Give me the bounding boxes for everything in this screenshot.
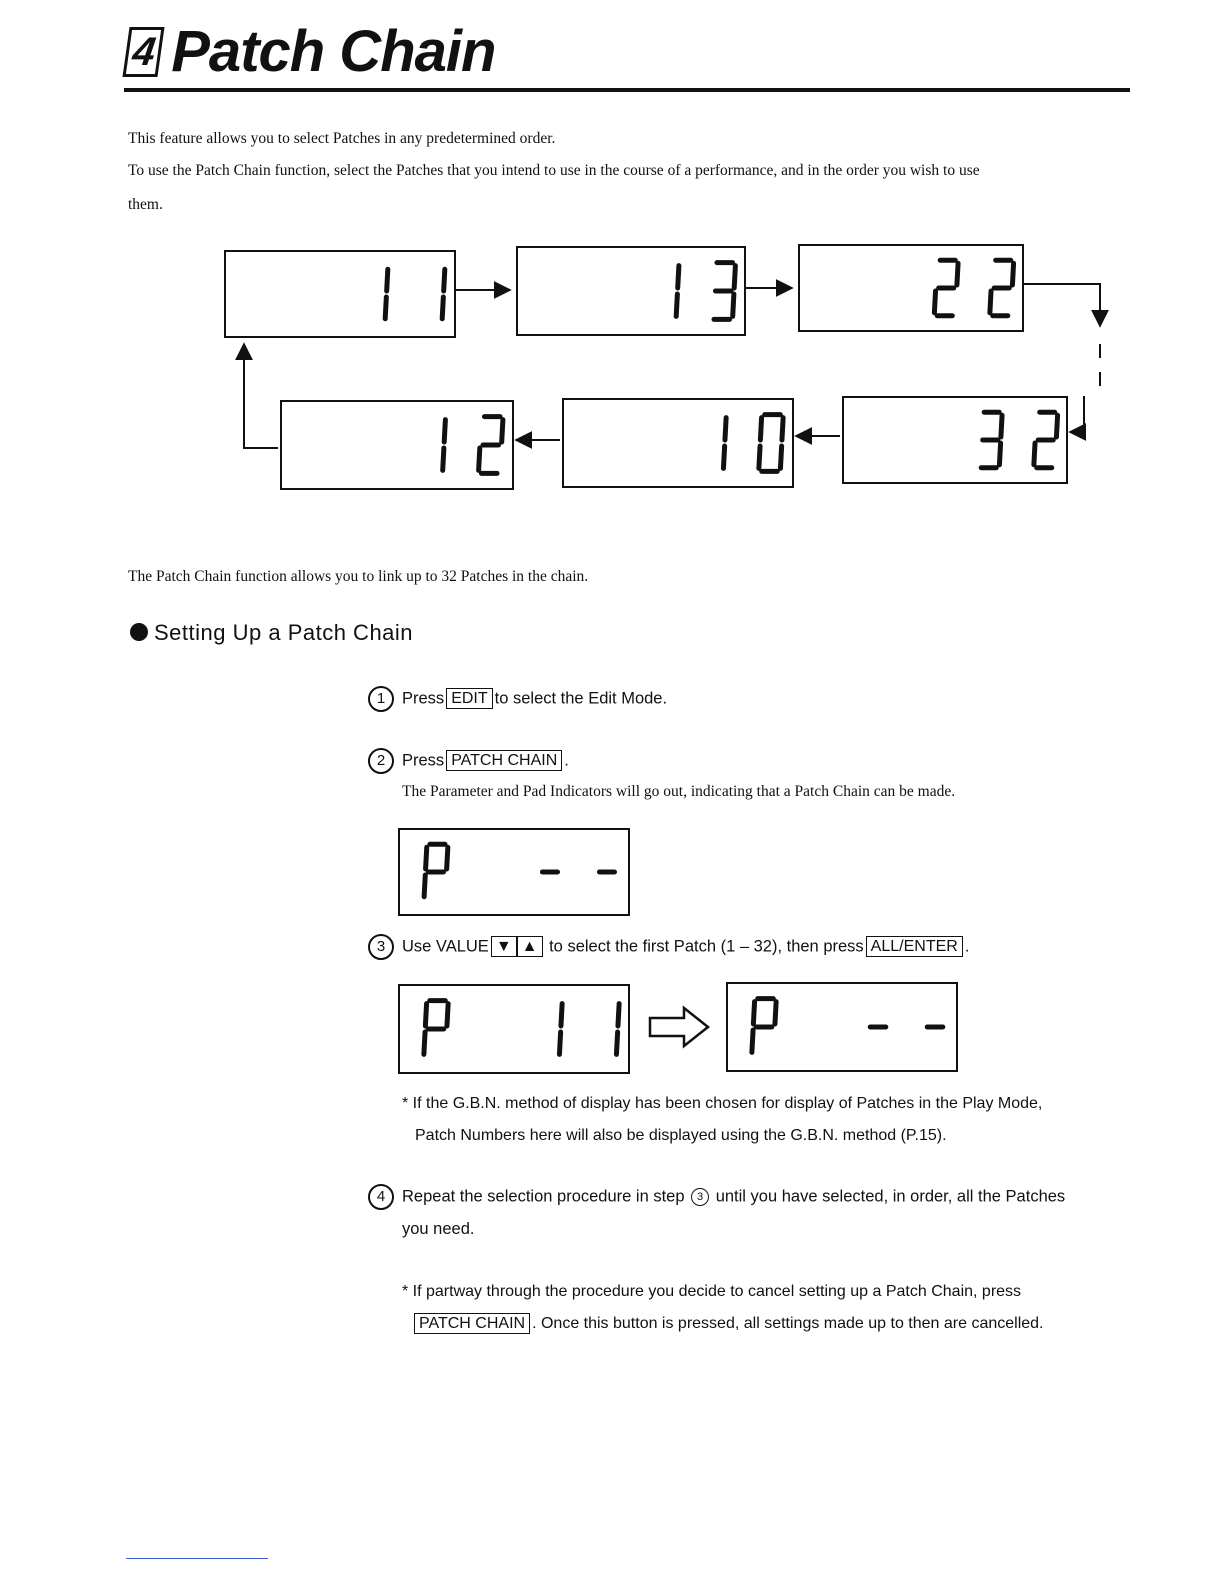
step-3-number-icon: 3: [368, 934, 394, 960]
intro-line-1: This feature allows you to select Patches in any predetermined order.: [128, 130, 556, 147]
lcd-segment-e: [424, 1032, 425, 1054]
chain-limit-text: The Patch Chain function allows you to link up to 32 Patches in the chain.: [128, 568, 589, 585]
section-heading-text: Setting Up a Patch Chain: [154, 620, 414, 645]
step-2-display-digits: [400, 830, 628, 914]
intro-line-3: them.: [128, 196, 163, 213]
lcd-segment-b: [447, 1004, 448, 1026]
lcd-segment-c: [616, 1032, 617, 1054]
lcd-digit: [424, 844, 448, 896]
step-2-display: [398, 828, 630, 916]
lcd-segment-b: [447, 847, 448, 869]
step-3: [368, 934, 969, 960]
footer-rule: [126, 1558, 268, 1559]
note-1-line-1: * If the G.B.N. method of display has been chosen for display of Patches in the Play Mode,: [402, 1095, 1043, 1112]
step-2-pre: Press: [402, 751, 445, 770]
step-4-line-1-pre: Repeat the selection procedure in step: [402, 1187, 685, 1206]
step-1-post: to select the Edit Mode.: [494, 689, 668, 708]
section-heading: [130, 620, 413, 646]
note-1-line-2: Patch Numbers here will also be displayed using the G.B.N. method (P.15).: [415, 1127, 947, 1144]
section-number-box: 4: [122, 27, 164, 77]
lcd-digit: [616, 1004, 619, 1055]
lcd-segment-f: [753, 1002, 754, 1024]
edit-key: EDIT: [446, 688, 492, 709]
lcd-segment-e: [424, 875, 425, 897]
step-4-line-2: you need.: [402, 1220, 475, 1238]
arrow-loop-up: [244, 344, 278, 448]
step-1-pre: Press: [402, 689, 445, 708]
value-up-key: ▲: [517, 936, 543, 957]
lcd-segment-b: [618, 1004, 619, 1026]
step-4-number-icon: 4: [368, 1184, 394, 1210]
step-ref-icon: 3: [691, 1188, 709, 1206]
note-2-line-1: * If partway through the procedure you decide to cancel setting up a Patch Chain, press: [402, 1283, 1022, 1300]
chain-arrows: [0, 0, 1224, 560]
step-3-post: .: [964, 937, 970, 956]
step-2: [368, 748, 569, 774]
lcd-segment-b: [775, 1002, 776, 1024]
intro-line-2: To use the Patch Chain function, select the Patches that you intend to use in the course of a performance, and in the order you wish to use: [128, 162, 980, 179]
lcd-segment-e: [752, 1030, 753, 1052]
step-1: [368, 686, 667, 712]
all-enter-key: ALL/ENTER: [866, 936, 963, 957]
value-down-key: ▼: [491, 936, 517, 957]
lcd-segment-b: [561, 1004, 562, 1026]
step-1-number-icon: 1: [368, 686, 394, 712]
step-2-post: .: [564, 751, 569, 770]
lcd-segment-c: [559, 1032, 560, 1054]
arrow-down-right: [1024, 284, 1100, 386]
bullet-icon: [130, 623, 148, 641]
arrow-hook-left: [1070, 396, 1084, 432]
lcd-segment-f: [425, 1004, 426, 1026]
step-3-display-after: [726, 982, 958, 1072]
step-3-pre: Use VALUE: [402, 937, 489, 956]
step-3-display-after-digits: [728, 984, 956, 1070]
step-3-display-before: [398, 984, 630, 1074]
note-2-line-2-post: . Once this button is pressed, all settings made up to then are cancelled.: [532, 1315, 1044, 1332]
title-text: Patch Chain: [171, 19, 496, 84]
step-4-line-1-post: until you have selected, in order, all the Patches: [715, 1187, 1066, 1206]
note-2-line-2: [412, 1308, 1043, 1340]
lcd-digit: [424, 1001, 448, 1055]
outline-arrow-right-icon: [646, 1004, 714, 1050]
lcd-digit: [559, 1004, 562, 1055]
lcd-digit: [752, 999, 776, 1053]
patch-chain-key: PATCH CHAIN: [446, 750, 562, 771]
step-2-description: The Parameter and Pad Indicators will go out, indicating that a Patch Chain can be made.: [402, 783, 956, 800]
step-3-mid: to select the first Patch (1 – 32), then press: [549, 937, 864, 956]
step-3-display-before-digits: [400, 986, 628, 1072]
step-4: [368, 1184, 1065, 1210]
step-2-number-icon: 2: [368, 748, 394, 774]
lcd-segment-f: [426, 847, 427, 869]
patch-chain-key-note: PATCH CHAIN: [414, 1313, 530, 1334]
